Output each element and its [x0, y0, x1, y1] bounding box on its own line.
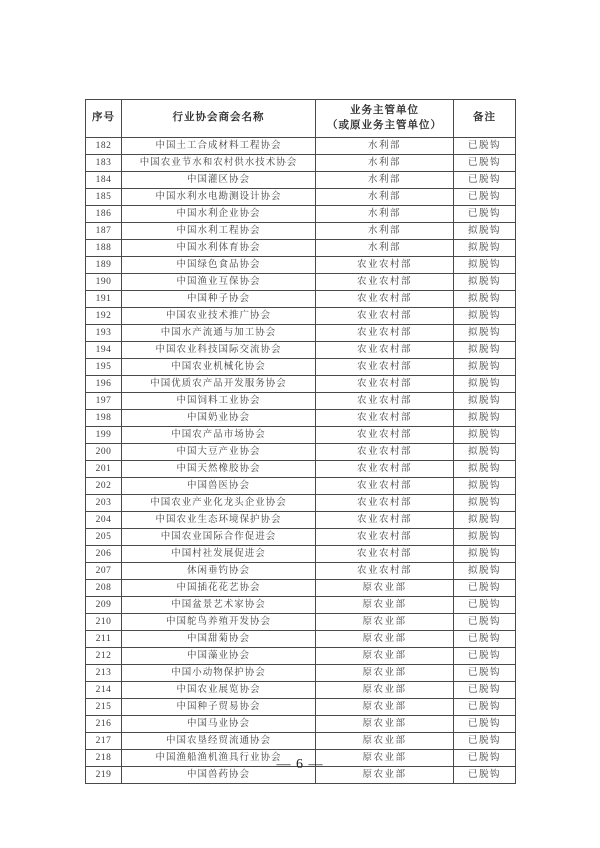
table-row	[86, 631, 516, 648]
table-row	[86, 376, 516, 393]
cell-supervisory-unit: 水利部	[316, 223, 454, 240]
table-row	[86, 291, 516, 308]
cell-association-name: 中国土工合成材料工程协会	[122, 138, 316, 155]
cell-serial-number: 215	[86, 699, 122, 716]
table-row	[86, 223, 516, 240]
table-row	[86, 665, 516, 682]
cell-serial-number: 211	[86, 631, 122, 648]
cell-association-name: 中国甜菊协会	[122, 631, 316, 648]
cell-association-name: 中国小动物保护协会	[122, 665, 316, 682]
cell-remark: 已脱钩	[454, 733, 516, 750]
cell-association-name: 中国种子协会	[122, 291, 316, 308]
cell-serial-number: 189	[86, 257, 122, 274]
header-serial-number	[86, 100, 122, 138]
cell-serial-number: 185	[86, 189, 122, 206]
cell-serial-number: 192	[86, 308, 122, 325]
cell-supervisory-unit: 原农业部	[316, 767, 454, 784]
cell-association-name: 中国大豆产业协会	[122, 444, 316, 461]
cell-association-name: 中国水利体育协会	[122, 240, 316, 257]
cell-supervisory-unit: 原农业部	[316, 699, 454, 716]
cell-remark: 拟脱钩	[454, 274, 516, 291]
cell-association-name: 中国鸵鸟养殖开发协会	[122, 614, 316, 631]
cell-serial-number: 219	[86, 767, 122, 784]
cell-association-name: 休闲垂钓协会	[122, 563, 316, 580]
cell-remark: 已脱钩	[454, 767, 516, 784]
cell-serial-number: 200	[86, 444, 122, 461]
cell-remark: 已脱钩	[454, 189, 516, 206]
cell-remark: 拟脱钩	[454, 512, 516, 529]
table-row	[86, 155, 516, 172]
cell-supervisory-unit: 农业农村部	[316, 546, 454, 563]
cell-supervisory-unit: 原农业部	[316, 648, 454, 665]
header-serial-number-label: 序号	[92, 112, 115, 124]
cell-remark: 拟脱钩	[454, 563, 516, 580]
cell-association-name: 中国兽医协会	[122, 478, 316, 495]
table-row	[86, 240, 516, 257]
cell-serial-number: 210	[86, 614, 122, 631]
cell-serial-number: 208	[86, 580, 122, 597]
page-number: — 6 —	[276, 757, 324, 772]
table-header	[86, 100, 516, 138]
cell-serial-number: 193	[86, 325, 122, 342]
cell-serial-number: 201	[86, 461, 122, 478]
cell-serial-number: 198	[86, 410, 122, 427]
cell-supervisory-unit: 原农业部	[316, 614, 454, 631]
cell-association-name: 中国奶业协会	[122, 410, 316, 427]
cell-supervisory-unit: 水利部	[316, 206, 454, 223]
cell-serial-number: 199	[86, 427, 122, 444]
cell-remark: 拟脱钩	[454, 393, 516, 410]
cell-remark: 拟脱钩	[454, 308, 516, 325]
cell-serial-number: 216	[86, 716, 122, 733]
cell-serial-number: 190	[86, 274, 122, 291]
cell-supervisory-unit: 农业农村部	[316, 274, 454, 291]
header-association-name	[122, 100, 316, 138]
cell-association-name: 中国农垦经贸流通协会	[122, 733, 316, 750]
cell-association-name: 中国农业机械化协会	[122, 359, 316, 376]
header-remark-label: 备注	[473, 112, 496, 124]
table-row	[86, 529, 516, 546]
table-row	[86, 393, 516, 410]
table-row	[86, 325, 516, 342]
cell-remark: 已脱钩	[454, 648, 516, 665]
cell-remark: 拟脱钩	[454, 461, 516, 478]
cell-supervisory-unit: 原农业部	[316, 597, 454, 614]
table-row	[86, 274, 516, 291]
table-row	[86, 546, 516, 563]
table-row	[86, 206, 516, 223]
cell-supervisory-unit: 水利部	[316, 155, 454, 172]
cell-supervisory-unit: 水利部	[316, 172, 454, 189]
table-body	[86, 138, 516, 784]
cell-serial-number: 194	[86, 342, 122, 359]
cell-remark: 拟脱钩	[454, 427, 516, 444]
cell-association-name: 中国灌区协会	[122, 172, 316, 189]
association-table	[85, 99, 516, 784]
cell-remark: 拟脱钩	[454, 342, 516, 359]
cell-remark: 拟脱钩	[454, 410, 516, 427]
cell-remark: 拟脱钩	[454, 478, 516, 495]
cell-supervisory-unit: 原农业部	[316, 665, 454, 682]
cell-supervisory-unit: 农业农村部	[316, 461, 454, 478]
cell-association-name: 中国农业节水和农村供水技术协会	[122, 155, 316, 172]
cell-association-name: 中国水利水电勘测设计协会	[122, 189, 316, 206]
cell-serial-number: 203	[86, 495, 122, 512]
cell-remark: 已脱钩	[454, 155, 516, 172]
cell-association-name: 中国种子贸易协会	[122, 699, 316, 716]
cell-supervisory-unit: 水利部	[316, 240, 454, 257]
cell-supervisory-unit: 水利部	[316, 189, 454, 206]
cell-remark: 拟脱钩	[454, 546, 516, 563]
table-row	[86, 461, 516, 478]
cell-remark: 拟脱钩	[454, 529, 516, 546]
table-row	[86, 716, 516, 733]
cell-supervisory-unit: 农业农村部	[316, 478, 454, 495]
cell-serial-number: 218	[86, 750, 122, 767]
table-row	[86, 478, 516, 495]
cell-supervisory-unit: 农业农村部	[316, 359, 454, 376]
cell-supervisory-unit: 农业农村部	[316, 444, 454, 461]
cell-serial-number: 195	[86, 359, 122, 376]
cell-serial-number: 197	[86, 393, 122, 410]
table-header-row	[86, 100, 516, 138]
cell-association-name: 中国农业展览协会	[122, 682, 316, 699]
cell-supervisory-unit: 原农业部	[316, 631, 454, 648]
header-supervisory-unit-line1: 业务主管单位	[350, 105, 419, 117]
table-row	[86, 427, 516, 444]
table-row	[86, 308, 516, 325]
cell-association-name: 中国饲料工业协会	[122, 393, 316, 410]
cell-association-name: 中国农业科技国际交流协会	[122, 342, 316, 359]
cell-supervisory-unit: 原农业部	[316, 682, 454, 699]
cell-association-name: 中国农业国际合作促进会	[122, 529, 316, 546]
cell-remark: 已脱钩	[454, 172, 516, 189]
cell-association-name: 中国藻业协会	[122, 648, 316, 665]
cell-remark: 已脱钩	[454, 750, 516, 767]
cell-association-name: 中国水产流通与加工协会	[122, 325, 316, 342]
cell-remark: 已脱钩	[454, 614, 516, 631]
cell-remark: 已脱钩	[454, 580, 516, 597]
cell-serial-number: 204	[86, 512, 122, 529]
table-row	[86, 512, 516, 529]
cell-remark: 拟脱钩	[454, 376, 516, 393]
cell-remark: 拟脱钩	[454, 257, 516, 274]
cell-remark: 拟脱钩	[454, 223, 516, 240]
cell-association-name: 中国渔船渔机渔具行业协会	[122, 750, 316, 767]
cell-association-name: 中国村社发展促进会	[122, 546, 316, 563]
cell-serial-number: 217	[86, 733, 122, 750]
table-row	[86, 597, 516, 614]
cell-remark: 已脱钩	[454, 665, 516, 682]
cell-supervisory-unit: 原农业部	[316, 580, 454, 597]
cell-association-name: 中国水利工程协会	[122, 223, 316, 240]
cell-supervisory-unit: 农业农村部	[316, 291, 454, 308]
cell-remark: 已脱钩	[454, 206, 516, 223]
table-row	[86, 648, 516, 665]
cell-supervisory-unit: 农业农村部	[316, 410, 454, 427]
cell-association-name: 中国水利企业协会	[122, 206, 316, 223]
cell-association-name: 中国渔业互保协会	[122, 274, 316, 291]
cell-serial-number: 202	[86, 478, 122, 495]
table-row	[86, 138, 516, 155]
cell-serial-number: 182	[86, 138, 122, 155]
cell-remark: 拟脱钩	[454, 495, 516, 512]
cell-association-name: 中国农业生态环境保护协会	[122, 512, 316, 529]
cell-serial-number: 187	[86, 223, 122, 240]
table-row	[86, 682, 516, 699]
cell-remark: 拟脱钩	[454, 325, 516, 342]
cell-remark: 拟脱钩	[454, 240, 516, 257]
cell-serial-number: 212	[86, 648, 122, 665]
table-row	[86, 189, 516, 206]
cell-serial-number: 205	[86, 529, 122, 546]
cell-remark: 拟脱钩	[454, 444, 516, 461]
cell-supervisory-unit: 农业农村部	[316, 393, 454, 410]
table-row	[86, 410, 516, 427]
cell-supervisory-unit: 农业农村部	[316, 529, 454, 546]
table-row	[86, 257, 516, 274]
cell-supervisory-unit: 农业农村部	[316, 257, 454, 274]
cell-remark: 已脱钩	[454, 597, 516, 614]
table-row	[86, 563, 516, 580]
cell-supervisory-unit: 农业农村部	[316, 512, 454, 529]
cell-supervisory-unit: 水利部	[316, 138, 454, 155]
cell-supervisory-unit: 原农业部	[316, 716, 454, 733]
cell-remark: 已脱钩	[454, 631, 516, 648]
cell-supervisory-unit: 农业农村部	[316, 563, 454, 580]
table-row	[86, 359, 516, 376]
cell-remark: 已脱钩	[454, 716, 516, 733]
cell-remark: 已脱钩	[454, 682, 516, 699]
cell-remark: 拟脱钩	[454, 359, 516, 376]
cell-supervisory-unit: 原农业部	[316, 750, 454, 767]
cell-association-name: 中国农产品市场协会	[122, 427, 316, 444]
cell-supervisory-unit: 农业农村部	[316, 376, 454, 393]
table-row	[86, 444, 516, 461]
cell-remark: 拟脱钩	[454, 291, 516, 308]
cell-serial-number: 214	[86, 682, 122, 699]
cell-association-name: 中国优质农产品开发服务协会	[122, 376, 316, 393]
cell-association-name: 中国马业协会	[122, 716, 316, 733]
cell-serial-number: 206	[86, 546, 122, 563]
header-supervisory-unit	[316, 100, 454, 138]
table-row	[86, 699, 516, 716]
cell-association-name: 中国盆景艺术家协会	[122, 597, 316, 614]
cell-association-name: 中国插花花艺协会	[122, 580, 316, 597]
cell-association-name: 中国绿色食品协会	[122, 257, 316, 274]
cell-supervisory-unit: 原农业部	[316, 733, 454, 750]
table-row	[86, 580, 516, 597]
cell-serial-number: 207	[86, 563, 122, 580]
cell-remark: 已脱钩	[454, 138, 516, 155]
cell-serial-number: 186	[86, 206, 122, 223]
cell-serial-number: 183	[86, 155, 122, 172]
cell-serial-number: 188	[86, 240, 122, 257]
table-row	[86, 495, 516, 512]
cell-association-name: 中国天然橡胶协会	[122, 461, 316, 478]
header-remark	[454, 100, 516, 138]
cell-remark: 已脱钩	[454, 699, 516, 716]
header-supervisory-unit-line2: （或原业务主管单位）	[327, 119, 442, 131]
cell-association-name: 中国农业技术推广协会	[122, 308, 316, 325]
cell-serial-number: 209	[86, 597, 122, 614]
cell-association-name: 中国兽药协会	[122, 767, 316, 784]
cell-serial-number: 191	[86, 291, 122, 308]
cell-serial-number: 184	[86, 172, 122, 189]
header-association-name-label: 行业协会商会名称	[172, 112, 265, 124]
cell-supervisory-unit: 农业农村部	[316, 495, 454, 512]
cell-supervisory-unit: 农业农村部	[316, 342, 454, 359]
cell-supervisory-unit: 农业农村部	[316, 427, 454, 444]
cell-supervisory-unit: 农业农村部	[316, 308, 454, 325]
cell-supervisory-unit: 农业农村部	[316, 325, 454, 342]
table-row	[86, 172, 516, 189]
table-row	[86, 614, 516, 631]
cell-serial-number: 213	[86, 665, 122, 682]
table-row	[86, 342, 516, 359]
cell-serial-number: 196	[86, 376, 122, 393]
cell-association-name: 中国农业产业化龙头企业协会	[122, 495, 316, 512]
table-row	[86, 733, 516, 750]
